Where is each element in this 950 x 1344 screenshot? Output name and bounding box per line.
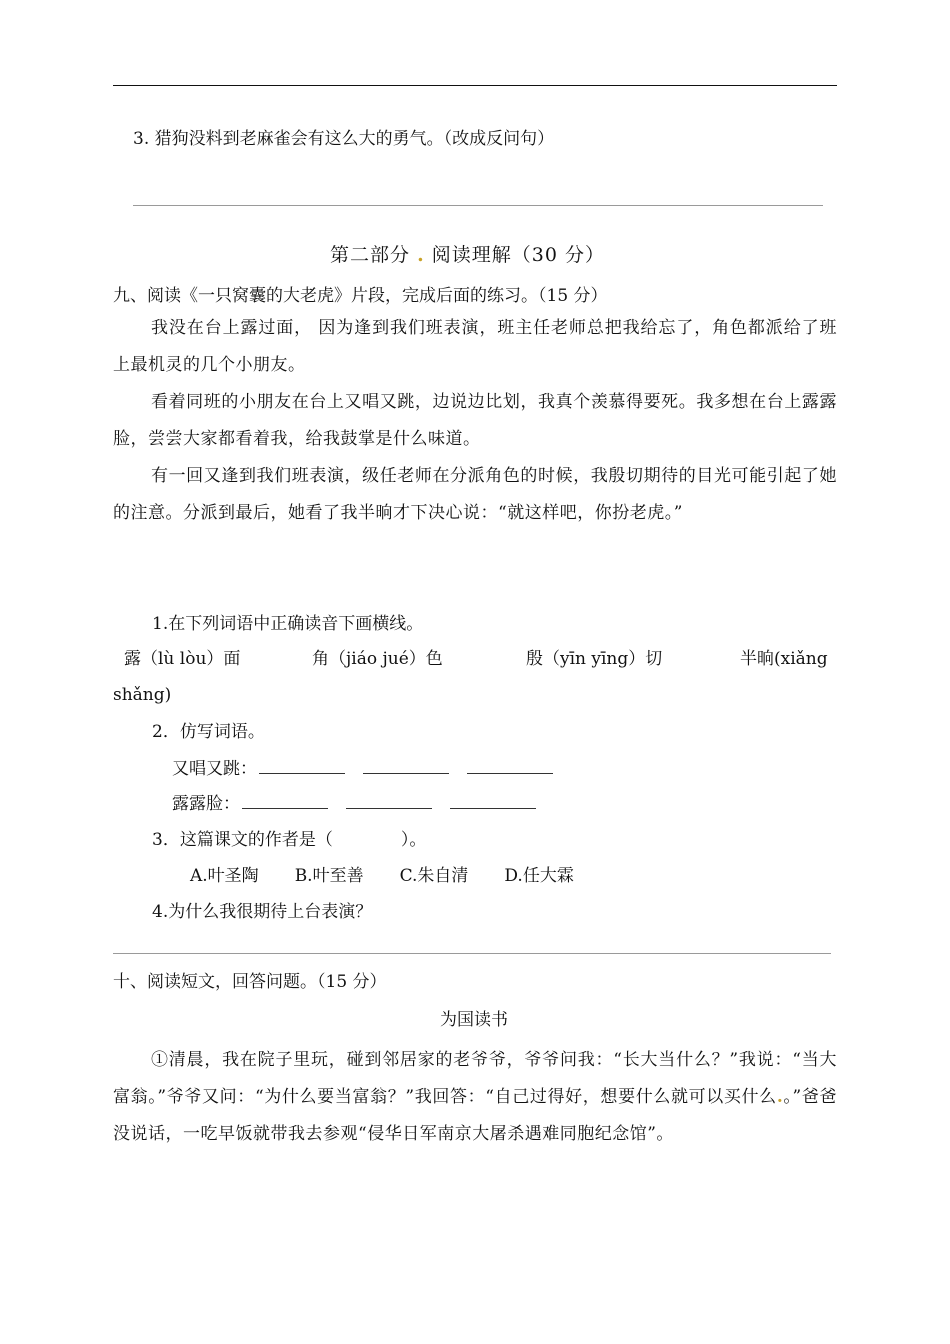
part-title-dot: . — [417, 244, 425, 266]
imitate-label-1: 又唱又跳： — [172, 759, 257, 779]
story-paragraph-1 — [113, 1042, 837, 1153]
passage-paragraph-3: 有一回又逢到我们班表演，级任老师在分派角色的时候，我殷切期待的目光可能引起了她的注意。分派到最后，她看了我半晌才下决心说：“就这样吧，你扮老虎。” — [113, 466, 837, 523]
question-4: 4.为什么我很期待上台表演？ — [152, 902, 373, 922]
imitate-row-2 — [172, 793, 536, 815]
para2-part-c: 边说边比划，我真个羡慕得要死。我多想在台上露露脸，尝尝大家都看着我，给我鼓掌是什么味道。 — [113, 392, 838, 449]
part-two-title — [330, 243, 605, 267]
pinyin-item-3: 殷（yīn yīng）切 — [526, 649, 663, 669]
question-1: 1.在下列词语中正确读音下画横线。 — [152, 614, 424, 634]
pinyin-item-4-wrap: shǎng) — [113, 685, 172, 705]
part-title-text: 阅读理解（30 分） — [431, 244, 605, 266]
pinyin-item-2: 角（jiáo jué）色 — [312, 649, 443, 669]
passage-paragraph-1: 我没在台上露过面， 因为逢到我们班表演，班主任老师总把我给忘了，角色都派给了班上最机灵的几个小朋友。 — [113, 318, 837, 375]
imitate-row-1 — [172, 758, 553, 780]
rewrite-question: 3. 猎狗没料到老麻雀会有这么大的勇气。（改成反问句） — [133, 129, 555, 149]
fill-blank[interactable] — [346, 794, 432, 809]
author-options — [190, 865, 610, 887]
passage-paragraph-2 — [113, 384, 837, 458]
fill-blank[interactable] — [259, 759, 345, 774]
section-ten-title: 十、阅读短文，回答问题。（15 分） — [113, 972, 387, 992]
pinyin-item-4: 半晌(xiǎng — [740, 649, 828, 669]
answer-line — [113, 953, 831, 954]
story-para1-part-b: 。”爸爸没说话，一吃早饭就带我去参观“侵华日军南京大屠杀遇难同胞纪念馆”。 — [113, 1087, 837, 1144]
question-3: 3．这篇课文的作者是（ ）。 — [152, 830, 427, 850]
top-answer-line — [113, 85, 837, 86]
para2-part-a: 看着同班的小朋友在台上又唱 — [151, 392, 380, 412]
question-2: 2．仿写词语。 — [152, 722, 265, 742]
pinyin-item-1: 露（lù lòu）面 — [124, 649, 241, 669]
fill-blank[interactable] — [363, 759, 449, 774]
option-b[interactable]: B.叶至善 — [294, 866, 364, 886]
para2-part-b: 又跳， — [379, 392, 433, 412]
story-para1-dot: . — [776, 1087, 784, 1107]
part-title-label: 第二部分 — [330, 244, 411, 266]
imitate-label-2: 露露脸： — [172, 794, 240, 814]
story-para1-part-a: ①清晨，我在院子里玩，碰到邻居家的老爷爷，爷爷问我：“长大当什么？”我说：“当大富翁。”爷爷又问：“为什么要当富翁？”我回答：“自己过得好，想要什么就可以买什么 — [113, 1050, 837, 1107]
fill-blank[interactable] — [467, 759, 553, 774]
fill-blank[interactable] — [242, 794, 328, 809]
option-c[interactable]: C.朱自清 — [399, 866, 469, 886]
story-title: 为国读书 — [440, 1010, 508, 1030]
section-nine-title: 九、阅读《一只窝囊的大老虎》片段，完成后面的练习。（15 分） — [113, 286, 608, 306]
option-d[interactable]: D.任大霖 — [504, 866, 574, 886]
fill-blank[interactable] — [450, 794, 536, 809]
answer-line — [133, 205, 823, 206]
option-a[interactable]: A.叶圣陶 — [190, 866, 259, 886]
